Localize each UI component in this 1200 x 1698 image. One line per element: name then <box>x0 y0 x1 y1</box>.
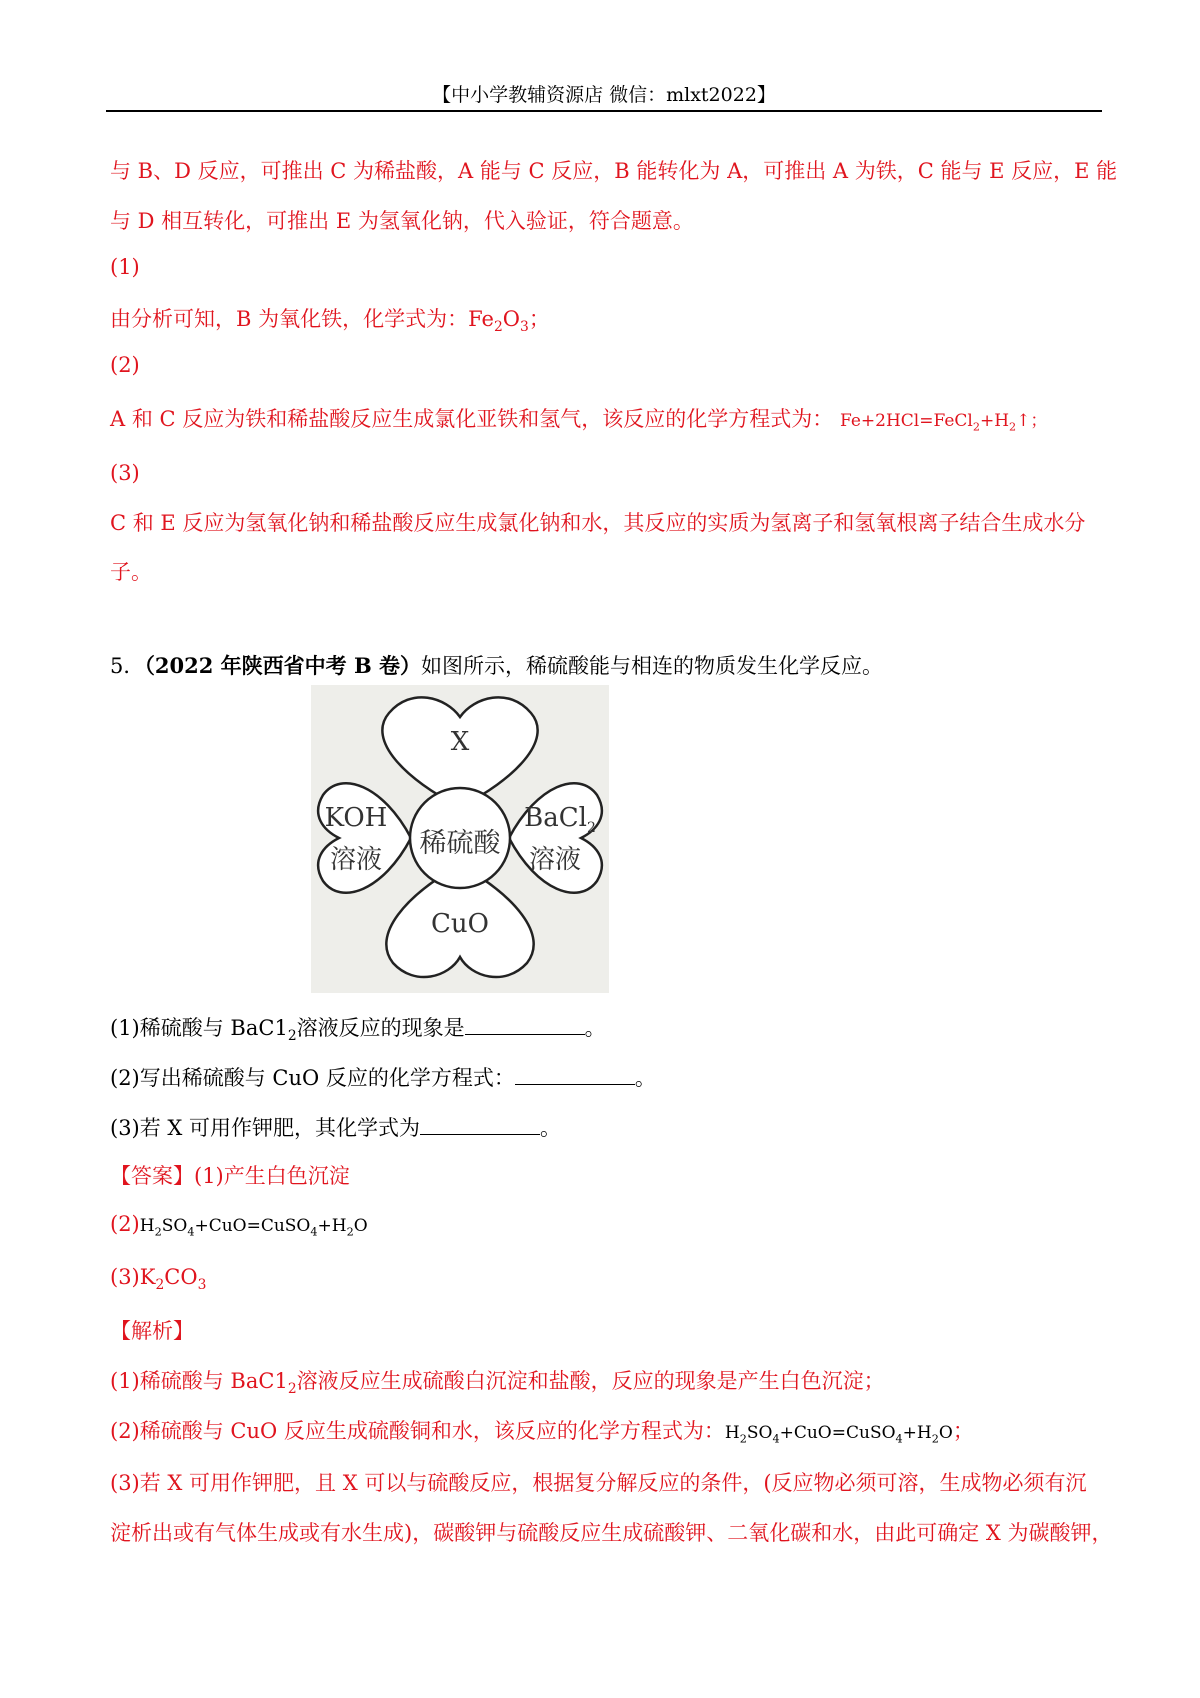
analysis-line-3b: 淀析出或有气体生成或有水生成)，碳酸钾与硫酸反应生成硫酸钾、二氧化碳和水，由此可确定 X 为碳酸钾， <box>110 1521 1113 1545</box>
analysis-line-1: (1)稀硫酸与 $BaC1_2$溶液反应生成硫酸白沉淀和盐酸，反应的现象是产生白色沉淀； <box>110 1369 885 1398</box>
question-5-part-3: (3)若 X 可用作钾肥，其化学式为 。 <box>110 1116 562 1140</box>
analysis-line-3a: (3)若 X 可用作钾肥，且 X 可以与硫酸反应，根据复分解反应的条件，(反应物必须可溶，生成物必须有沉 <box>110 1471 1087 1495</box>
figure-top-label: X <box>450 727 470 757</box>
analysis-label: 【解析】 <box>110 1319 194 1343</box>
page-header: 【中小学教辅资源店 微信：mlxt2022】 <box>432 84 776 106</box>
figure-bottom-label: CuO <box>431 909 489 939</box>
prev-part2-equation: $Fe+2HCl=FeCl_2+H_2↑$； <box>839 411 1048 434</box>
question-5-part-2: (2)写出稀硫酸与 CuO 反应的化学方程式： 。 <box>110 1066 656 1090</box>
analysis-2-equation: $H_2SO_4+CuO=CuSO_4+H_2O$ <box>724 1423 953 1446</box>
prev-part3-line-2: 子。 <box>110 560 152 584</box>
answer-blank-1[interactable] <box>465 1016 585 1035</box>
clover-diagram <box>311 685 609 993</box>
prev-part2-label: (2) <box>110 353 140 377</box>
answer-line-1: 【答案】(1)产生白色沉淀 <box>110 1164 350 1188</box>
answer-2-equation: $H_2SO_4+CuO=CuSO_4+H_2O$ <box>139 1216 368 1239</box>
figure-right-label-1: BaCl$_2$ <box>524 803 596 837</box>
analysis-line-2: (2)稀硫酸与 CuO 反应生成硫酸铜和水，该反应的化学方程式为：$H_2SO_4+CuO=CuSO_4+H_2O$； <box>110 1419 974 1446</box>
prev-part3-line-1: C 和 E 反应为氢氧化钠和稀盐酸反应生成氯化钠和水，其反应的实质为氢离子和氢氧根离子结合生成水分 <box>110 511 1086 535</box>
prev-part2-text: A 和 C 反应为铁和稀盐酸反应生成氯化亚铁和氢气，该反应的化学方程式为： $Fe+2HCl=FeCl_2+H_2↑$； <box>110 407 1048 434</box>
intro-line-1: 与 B、D 反应，可推出 C 为稀盐酸，A 能与 C 反应，B 能转化为 A，可推出 A 为铁，C 能与 E 反应，E 能 <box>110 159 1118 183</box>
figure-left-label-1: KOH <box>324 803 388 833</box>
figure-right-label-2: 溶液 <box>528 845 581 875</box>
figure-left-label-2: 溶液 <box>329 845 382 875</box>
prev-part1-text: 由分析可知，B 为氧化铁，化学式为：$Fe_2O_3$； <box>110 307 550 336</box>
prev-part1-label: (1) <box>110 255 140 279</box>
answer-line-3: $(3)K_2CO_3$ <box>110 1265 207 1294</box>
answer-blank-3[interactable] <box>420 1116 540 1135</box>
question-5-part-1: (1)稀硫酸与 $BaC1_2$溶液反应的现象是 。 <box>110 1016 606 1045</box>
intro-line-2: 与 D 相互转化，可推出 E 为氢氧化钠，代入验证，符合题意。 <box>110 209 694 233</box>
prev-part3-label: (3) <box>110 461 140 485</box>
answer-line-2: $(2)H_2SO_4+CuO=CuSO_4+H_2O$ <box>110 1212 368 1239</box>
answer-blank-2[interactable] <box>515 1066 635 1085</box>
figure-center-label: 稀硫酸 <box>419 828 501 859</box>
question-5-stem: 5．（2022 年陕西省中考 B 卷）如图所示，稀硫酸能与相连的物质发生化学反应。 <box>110 653 884 678</box>
header-rule <box>106 110 1102 112</box>
